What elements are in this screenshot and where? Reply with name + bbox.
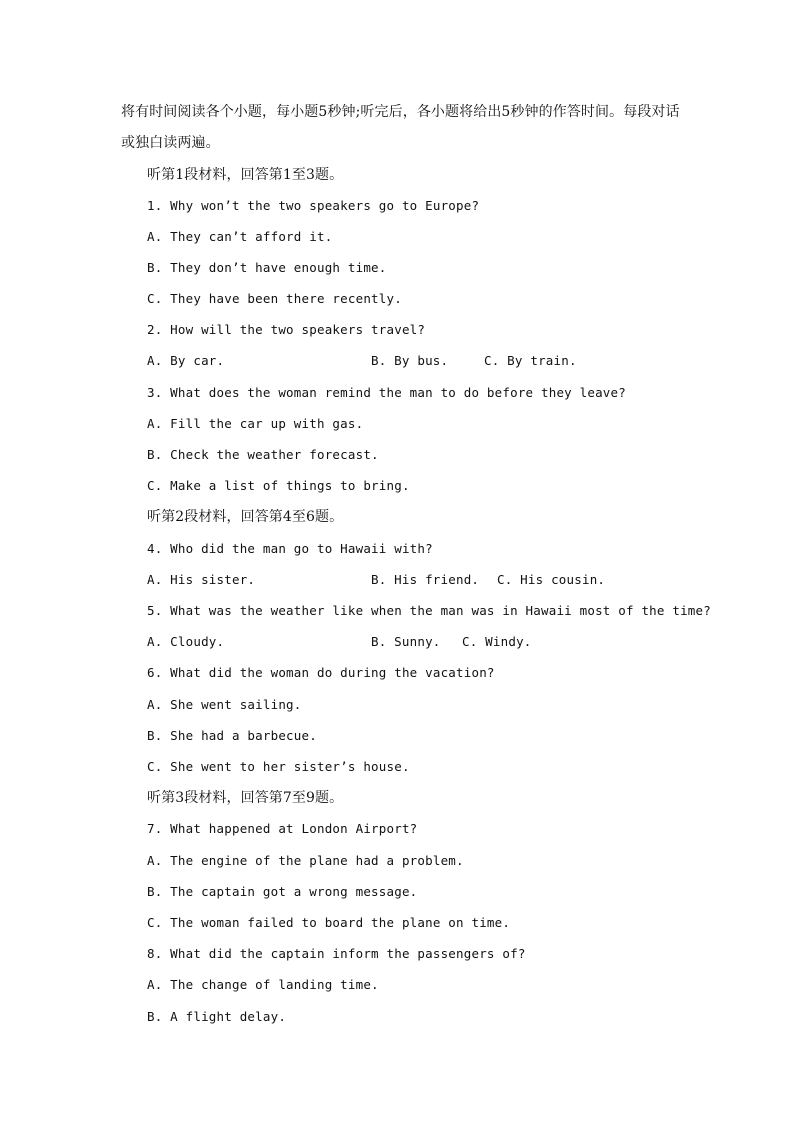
intro-paragraph: 将有时间阅读各个小题，每小题5秒钟;听完后，各小题将给出5秒钟的作答时间。每段对话或独白读两遍。 [121,104,680,151]
option-5c: C. Windy. [462,634,532,649]
option-5b: B. Sunny. [371,634,441,649]
option-5a: A. Cloudy. [147,634,225,649]
option-4c: C. His cousin. [497,572,606,587]
question-4: 4. Who did the man go to Hawaii with? [147,541,433,556]
option-7b: B. The captain got a wrong message. [147,884,418,899]
option-2a: A. By car. [147,353,225,368]
option-7c: C. The woman failed to board the plane on time. [147,915,511,930]
option-7a: A. The engine of the plane had a problem. [147,853,464,868]
option-4b: B. His friend. [371,572,480,587]
option-1b: B. They don’t have enough time. [147,260,387,275]
option-1a: A. They can’t afford it. [147,229,333,244]
question-3: 3. What does the woman remind the man to do before they leave? [147,385,626,400]
option-6a: A. She went sailing. [147,697,302,712]
question-1: 1. Why won’t the two speakers go to Europe? [147,198,480,213]
option-8b: B. A flight delay. [147,1009,287,1024]
section-heading-1: 听第1段材料，回答第1至3题。 [147,167,344,183]
option-3c: C. Make a list of things to bring. [147,478,410,493]
option-4a: A. His sister. [147,572,256,587]
question-6: 6. What did the woman do during the vacation? [147,665,495,680]
option-8a: A. The change of landing time. [147,977,379,992]
question-2: 2. How will the two speakers travel? [147,322,426,337]
section-heading-3: 听第3段材料，回答第7至9题。 [147,790,344,806]
question-5: 5. What was the weather like when the man was in Hawaii most of the time? [147,603,711,618]
option-6c: C. She went to her sister’s house. [147,759,410,774]
option-3a: A. Fill the car up with gas. [147,416,364,431]
option-2b: B. By bus. [371,353,449,368]
question-8: 8. What did the captain inform the passengers of? [147,946,526,961]
section-heading-2: 听第2段材料，回答第4至6题。 [147,509,344,525]
option-6b: B. She had a barbecue. [147,728,317,743]
option-3b: B. Check the weather forecast. [147,447,379,462]
question-7: 7. What happened at London Airport? [147,821,418,836]
option-2c: C. By train. [484,353,577,368]
option-1c: C. They have been there recently. [147,291,402,306]
